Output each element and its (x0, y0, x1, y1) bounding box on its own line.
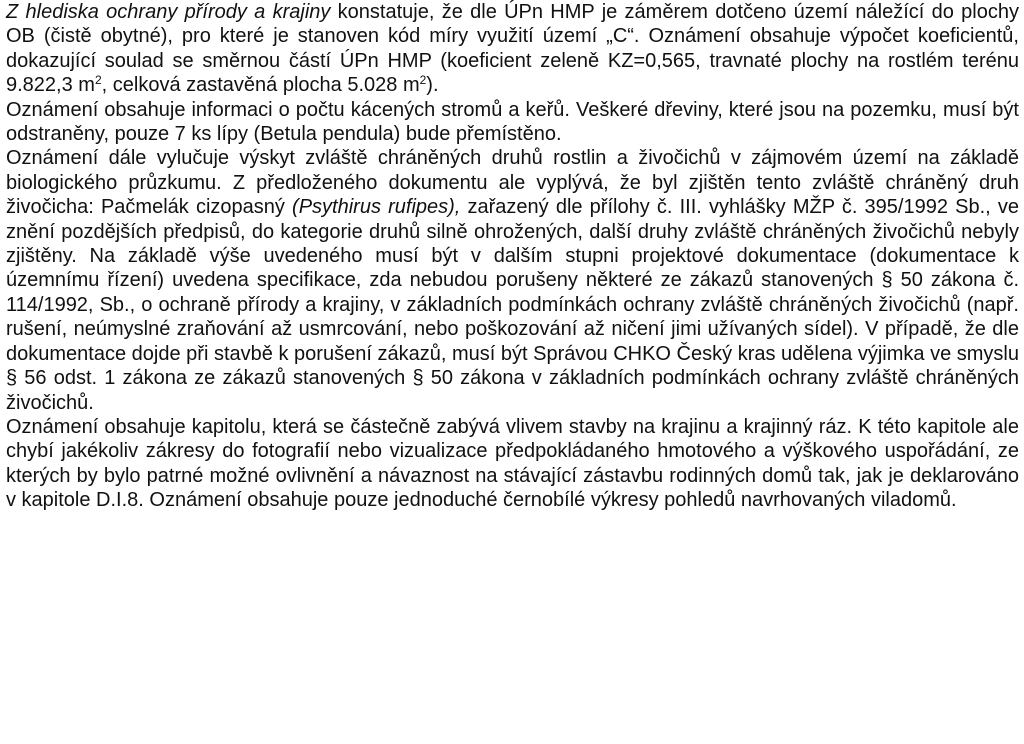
italic-lead: Z hlediska ochrany přírody a krajiny (6, 1, 331, 23)
paragraph-tree-felling (6, 98, 1019, 147)
superscript-2: 2 (94, 73, 102, 88)
paragraph-nature-protection (6, 0, 1019, 98)
superscript-2: 2 (419, 73, 427, 88)
paragraph-text: zařazený dle přílohy č. III. vyhlášky MŽP č. 395/1992 Sb., ve znění pozdějších předpisů, do kategorie druhů silně ohrožených, další druhy zvláště chráněných živočichů nebyly zjištěny. Na základě výše uvedeného musí být v dalším stupni projektové dokumentace (dokumentace k územnímu řízení) uvedena specifikace, zda nebudou porušeny některé ze zákazů stanovených § 50 zákona č. 114/1992, Sb., o ochraně přírody a krajiny, v základních podmínkách ochrany zvláště chráněných živočichů (např. rušení, neúmyslné zraňování až usmrcování, nebo poškozování až ničení jimi užívaných sídel). V případě, že dle dokumentace dojde při stavbě k porušení zákazů, musí být Správou CHKO Český kras udělena výjimka ve smyslu § 56 odst. 1 zákona ze zákazů stanovených § 50 zákona v základních podmínkách ochrany zvláště chráněných živočichů. (6, 196, 1019, 414)
paragraph-landscape (6, 415, 1019, 513)
paragraph-text: ). (426, 74, 439, 97)
paragraph-text: , celková zastavěná plocha 5.028 m (101, 74, 420, 97)
paragraph-text: Oznámení obsahuje kapitolu, která se částečně zabývá vlivem stavby na krajinu a krajinný ráz. K této kapitole ale chybí jakékoliv zákresy do fotografií nebo vizualizace předpokládaného hmotového a výškového uspořádání, ze kterých by bylo patrné možné ovlivnění a návaznost na stávající zástavbu rodinných domů tak, jak je deklarováno v kapitole D.I.8. Oznámení obsahuje pouze jednoduché černobílé výkresy pohledů navrhovaných viladomů. (6, 415, 1019, 512)
document-page (6, 0, 1019, 513)
italic-species-name: (Psythirus rufipes), (292, 196, 461, 219)
paragraph-text: Oznámení obsahuje informaci o počtu kácených stromů a keřů. Veškeré dřeviny, které jsou na pozemku, musí být odstraněny, pouze 7 ks lípy (Betula pendula) bude přemístěno. (6, 98, 1019, 146)
paragraph-protected-species (6, 146, 1019, 414)
paragraph-text: Oznámení dále vylučuje výskyt zvláště chráněných druhů rostlin a živočichů v zájmovém území na základě biologického průzkumu. Z předloženého dokumentu ale vyplývá, že byl zjištěn tento zvláště chráněný druh živočicha: Pačmelák cizopasný (6, 147, 1019, 219)
paragraph-text: konstatuje, že dle ÚPn HMP je záměrem dotčeno území náležící do plochy OB (čistě obytné), pro které je stanoven kód míry využití území „C“. Oznámení obsahuje výpočet koeficientů, dokazující soulad se směrnou částí ÚPn HMP (koeficient zeleně KZ=0,565, travnaté plochy na rostlém terénu 9.822,3 m (6, 1, 1019, 97)
